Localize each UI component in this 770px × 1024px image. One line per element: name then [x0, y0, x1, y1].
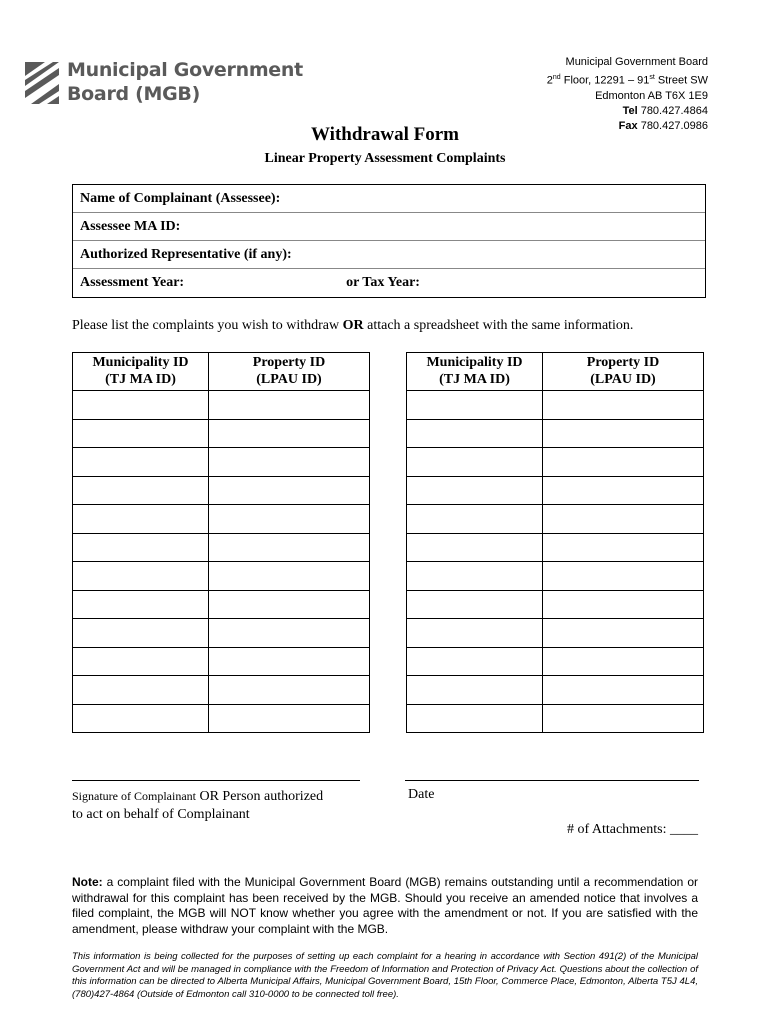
municipality-id-cell[interactable] [73, 419, 209, 448]
municipality-id-cell[interactable] [407, 391, 543, 420]
instruction-text: Please list the complaints you wish to withdraw OR attach a spreadsheet with the same information. [72, 318, 634, 333]
table-row [73, 533, 370, 562]
table-row [407, 448, 704, 477]
property-id-cell[interactable] [209, 590, 370, 619]
property-id-cell[interactable] [543, 533, 704, 562]
attachments-count-field[interactable]: # of Attachments: ____ [566, 822, 698, 837]
property-id-cell[interactable] [209, 704, 370, 733]
table-row [73, 505, 370, 534]
table-row [73, 704, 370, 733]
table-row [407, 619, 704, 648]
signature-label: Signature of Complainant OR Person authorized to act on behalf of Complainant [72, 789, 324, 822]
mgb-logo [25, 58, 303, 106]
complainant-name-field[interactable]: Name of Complainant (Assessee): [73, 185, 705, 213]
municipality-id-cell[interactable] [407, 476, 543, 505]
year-row[interactable] [73, 269, 705, 297]
property-id-cell[interactable] [543, 647, 704, 676]
table-row [407, 505, 704, 534]
page-title: Withdrawal Form [311, 124, 459, 145]
table-row [73, 448, 370, 477]
property-id-cell[interactable] [543, 562, 704, 591]
property-id-cell[interactable] [209, 448, 370, 477]
table-row [73, 619, 370, 648]
address-floor: 2nd Floor, 12291 – 91st Street SW [546, 74, 708, 87]
table-row [407, 533, 704, 562]
municipality-id-cell[interactable] [407, 448, 543, 477]
municipality-id-cell[interactable] [73, 676, 209, 705]
tax-year-label: or Tax Year: [346, 275, 420, 290]
table-row [73, 562, 370, 591]
municipality-id-header: Municipality ID (TJ MA ID) [73, 353, 209, 391]
date-label: Date [408, 787, 435, 802]
municipality-id-cell[interactable] [407, 419, 543, 448]
address-tel: Tel 780.427.4864 [622, 104, 708, 117]
table-row [73, 590, 370, 619]
logo-line1: Municipal Government [67, 59, 303, 81]
table-row [407, 391, 704, 420]
municipality-id-cell[interactable] [407, 676, 543, 705]
municipality-id-cell[interactable] [73, 505, 209, 534]
complaint-id-table-right [406, 352, 704, 733]
assessment-year-label: Assessment Year: [80, 275, 185, 290]
table-row [407, 676, 704, 705]
complainant-info-box [72, 184, 706, 298]
municipality-id-cell[interactable] [407, 619, 543, 648]
property-id-cell[interactable] [543, 619, 704, 648]
privacy-statement: This information is being collected for the purposes of setting up each complaint for a hearing in accordance with Section 491(2) of the Municipal Government Act and will be managed in compliance with the Freedom of Information and Protection of Privacy Act. Questions about the collection of this information can be directed to Alberta Municipal Affairs, Municipal Government Board, 15th Floor, Commerce Place, Edmonton, Alberta T5J 4L4, (780)427-4864 (Outside of Edmonton call 310-0000 to be connected toll free). [72, 951, 698, 1000]
municipality-id-cell[interactable] [73, 704, 209, 733]
municipality-id-cell[interactable] [73, 391, 209, 420]
table-row [73, 419, 370, 448]
property-id-cell[interactable] [209, 647, 370, 676]
table-row [73, 391, 370, 420]
municipality-id-cell[interactable] [73, 647, 209, 676]
property-id-cell[interactable] [209, 476, 370, 505]
address-city: Edmonton AB T6X 1E9 [595, 89, 708, 102]
municipality-id-cell[interactable] [407, 704, 543, 733]
property-id-cell[interactable] [543, 590, 704, 619]
municipality-id-cell[interactable] [407, 647, 543, 676]
property-id-cell[interactable] [209, 562, 370, 591]
address-org: Municipal Government Board [565, 56, 708, 68]
complaint-id-table-left [72, 352, 370, 733]
municipality-id-cell[interactable] [73, 562, 209, 591]
property-id-cell[interactable] [209, 419, 370, 448]
table-row [73, 676, 370, 705]
date-line[interactable] [405, 780, 699, 781]
property-id-header: Property ID (LPAU ID) [209, 353, 370, 391]
property-id-cell[interactable] [209, 505, 370, 534]
property-id-cell[interactable] [543, 391, 704, 420]
table-row [407, 704, 704, 733]
property-id-cell[interactable] [209, 533, 370, 562]
table-row [407, 419, 704, 448]
table-row [407, 476, 704, 505]
signature-line[interactable] [72, 780, 360, 781]
property-id-cell[interactable] [543, 419, 704, 448]
property-id-cell[interactable] [543, 448, 704, 477]
municipality-id-cell[interactable] [73, 476, 209, 505]
property-id-cell[interactable] [543, 676, 704, 705]
logo-line2: Board (MGB) [67, 83, 200, 105]
table-row [407, 647, 704, 676]
municipality-id-cell[interactable] [73, 448, 209, 477]
property-id-cell[interactable] [543, 704, 704, 733]
municipality-id-cell[interactable] [407, 590, 543, 619]
logo-wordmark [67, 58, 303, 106]
property-id-cell[interactable] [209, 619, 370, 648]
table-row [407, 562, 704, 591]
table-row [407, 590, 704, 619]
assessee-ma-id-field[interactable]: Assessee MA ID: [73, 213, 705, 241]
property-id-cell[interactable] [209, 676, 370, 705]
table-row [73, 476, 370, 505]
address-fax: Fax 780.427.0986 [618, 119, 708, 132]
municipality-id-cell[interactable] [407, 533, 543, 562]
property-id-cell[interactable] [543, 505, 704, 534]
page-subtitle: Linear Property Assessment Complaints [264, 151, 506, 166]
property-id-header: Property ID (LPAU ID) [543, 353, 704, 391]
municipality-id-header: Municipality ID (TJ MA ID) [407, 353, 543, 391]
table-row [73, 647, 370, 676]
municipality-id-cell[interactable] [407, 505, 543, 534]
address-block [547, 55, 708, 134]
municipality-id-cell[interactable] [73, 590, 209, 619]
property-id-cell[interactable] [209, 391, 370, 420]
municipality-id-cell[interactable] [407, 562, 543, 591]
note-paragraph: Note: a complaint filed with the Municipal Government Board (MGB) remains outstanding until a recommendation or withdrawal for this complaint has been received by the MGB. Should you receive an amended notice that involves a filed complaint, the MGB will NOT know whether you agree with the amendment or not. If you are satisfied with the amendment, please withdraw your complaint with the MGB. [72, 875, 698, 936]
authorized-representative-field[interactable]: Authorized Representative (if any): [73, 241, 705, 269]
municipality-id-cell[interactable] [73, 533, 209, 562]
property-id-cell[interactable] [543, 476, 704, 505]
municipality-id-cell[interactable] [73, 619, 209, 648]
mgb-logo-mark-icon [25, 58, 61, 104]
